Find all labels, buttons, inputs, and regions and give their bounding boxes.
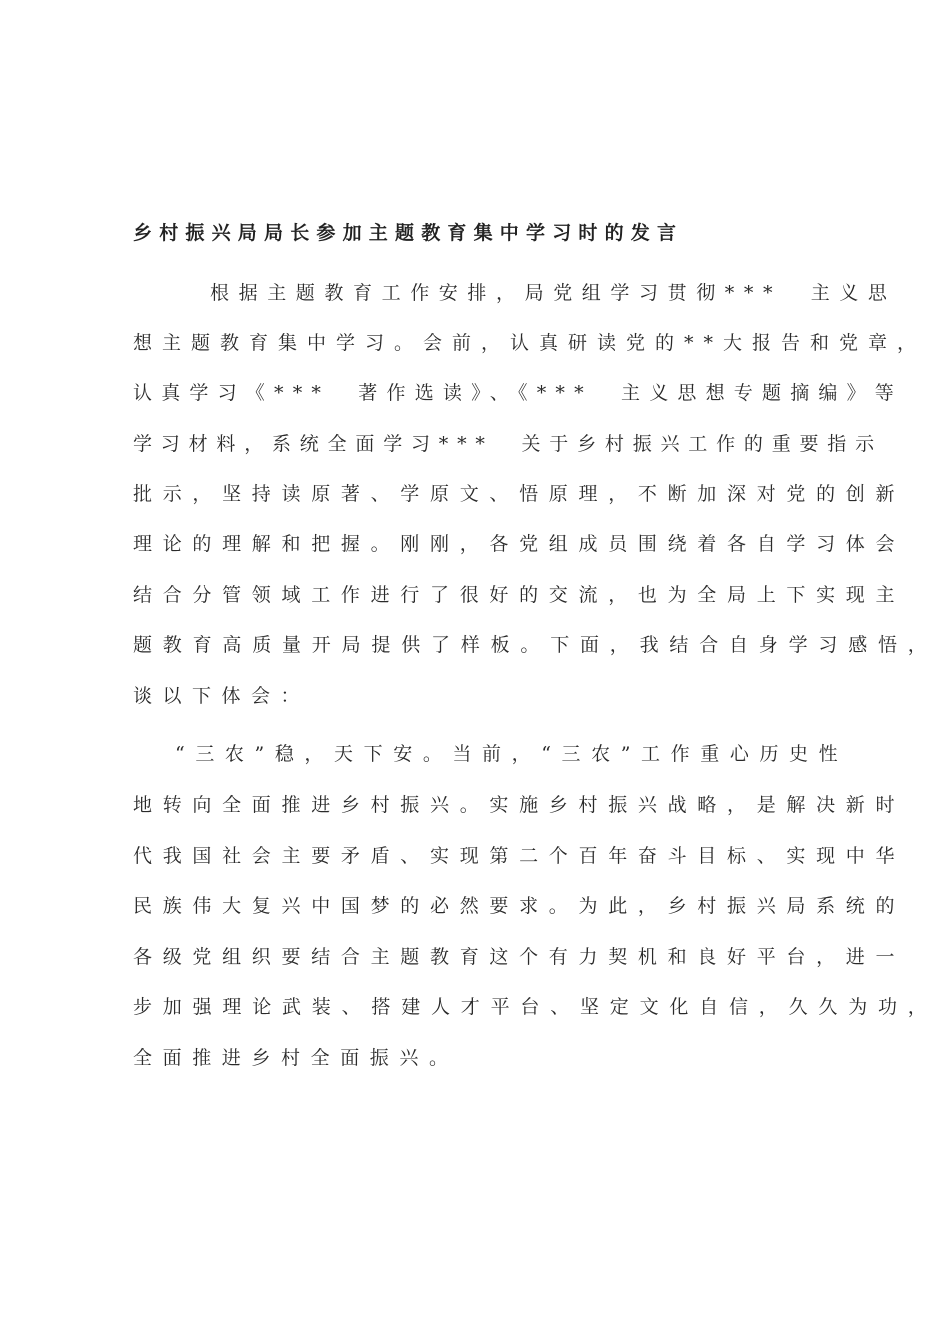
paragraph-1-line-4: 学习材料，系统全面学习*** 关于乡村振兴工作的重要指示 [133,433,883,455]
paragraph-1-line-9: 谈以下体会： [133,685,311,707]
paragraph-2-line-6: 步加强理论武装、搭建人才平台、坚定文化自信，久久为功， [133,996,938,1018]
document-title: 乡村振兴局局长参加主题教育集中学习时的发言 [133,222,684,244]
paragraph-2-line-2: 地转向全面推进乡村振兴。实施乡村振兴战略，是解决新时 [133,794,906,816]
paragraph-2-line-3: 代我国社会主要矛盾、实现第二个百年奋斗目标、实现中华 [133,845,906,867]
paragraph-2-line-7: 全面推进乡村全面振兴。 [133,1047,459,1069]
paragraph-1-line-2: 想主题教育集中学习。会前，认真研读党的**大报告和党章， [133,332,927,354]
paragraph-2-line-5: 各级党组织要结合主题教育这个有力契机和良好平台，进一 [133,946,906,968]
paragraph-1-line-7: 结合分管领域工作进行了很好的交流，也为全局上下实现主 [133,584,906,606]
paragraph-1-line-1: 根据主题教育工作安排，局党组学习贯彻*** 主义思 [210,282,897,304]
paragraph-1-line-5: 批示，坚持读原著、学原文、悟原理，不断加深对党的创新 [133,483,906,505]
paragraph-2-line-4: 民族伟大复兴中国梦的必然要求。为此，乡村振兴局系统的 [133,895,906,917]
paragraph-1-line-3: 认真学习《*** 著作选读》、《*** 主义思想专题摘编》等 [133,382,904,404]
paragraph-1-line-6: 理论的理解和把握。刚刚，各党组成员围绕着各自学习体会 [133,533,906,555]
paragraph-2-line-1: “三农”稳，天下安。当前，“三农”工作重心历史性 [175,743,849,765]
paragraph-1-line-8: 题教育高质量开局提供了样板。下面，我结合自身学习感悟， [133,634,938,656]
